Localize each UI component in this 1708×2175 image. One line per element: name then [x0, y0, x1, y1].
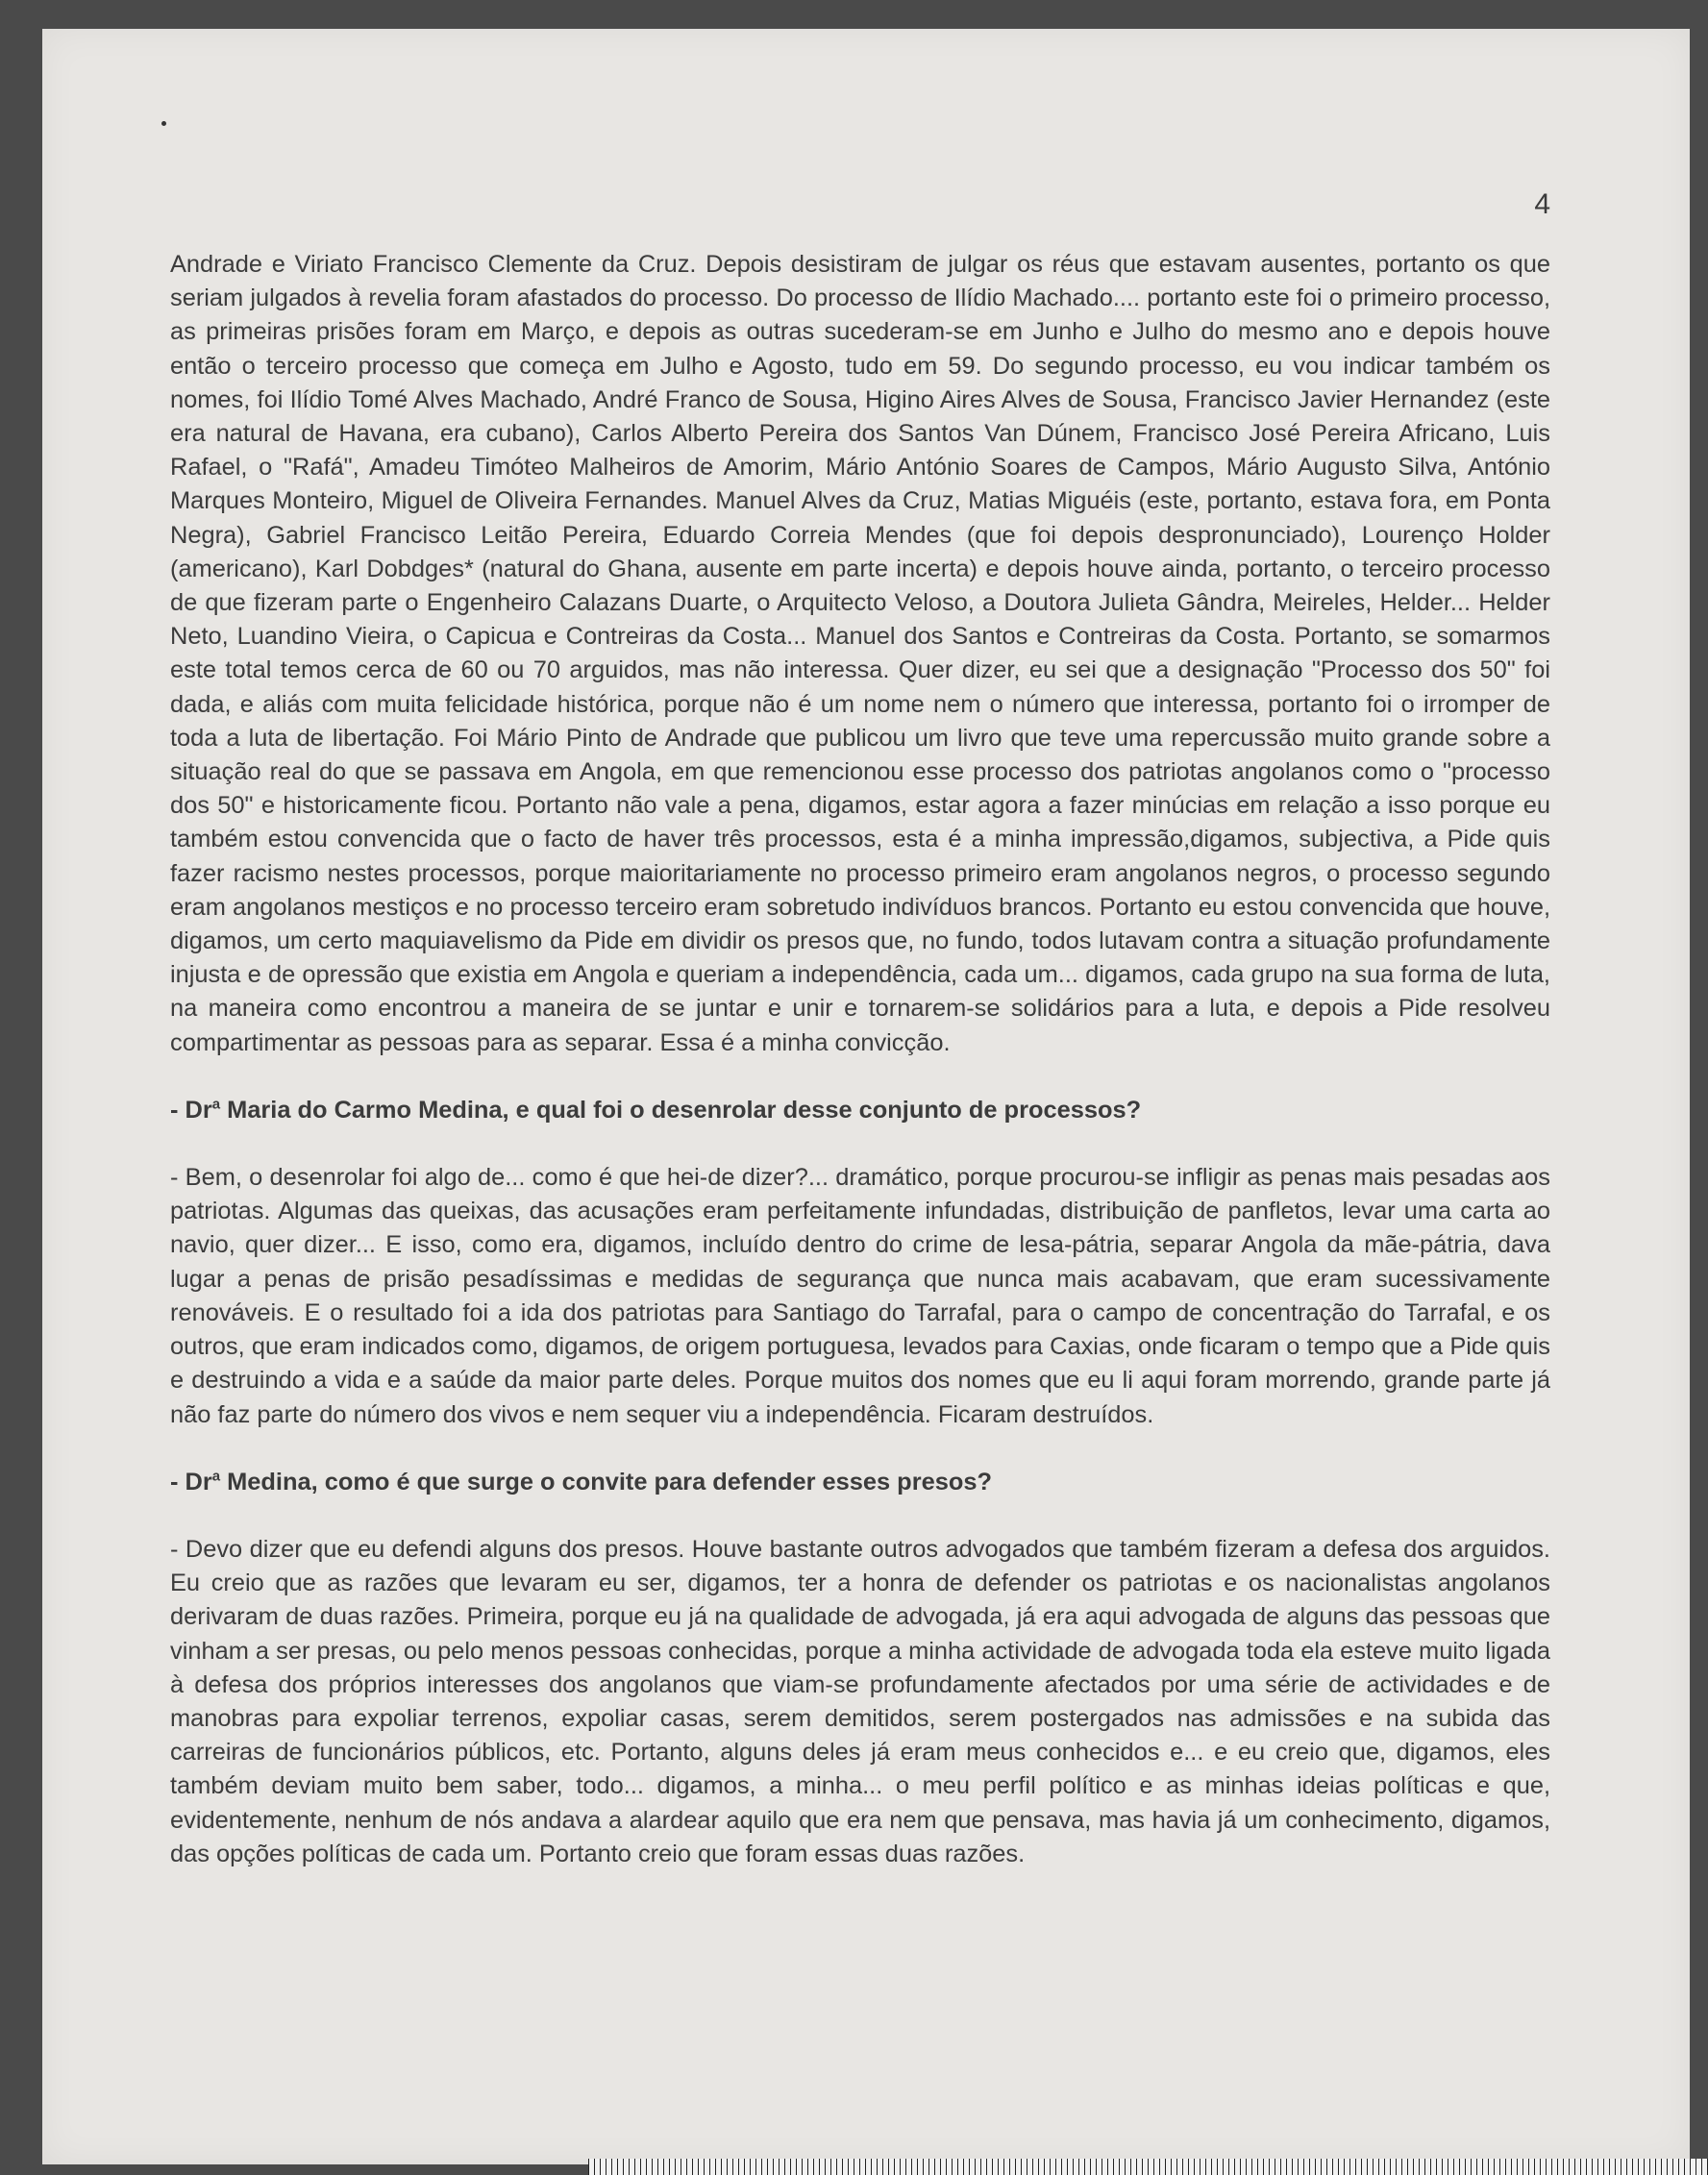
scan-ruler: [588, 2159, 1708, 2175]
question-1: - Dr$^a$ Maria do Carmo Medina, e qual foi o desenrolar desse conjunto de processos?: [170, 1096, 1142, 1124]
question-2: - Dr$^a$ Medina, como é que surge o convite para defender esses presos?: [170, 1468, 992, 1495]
answer-paragraph-2: - Bem, o desenrolar foi algo de... como é que hei-de dizer?... dramático, porque procurou-se infligir as penas mais pesadas aos patriotas. Algumas das queixas, das acusações eram perfeitamente infundadas, distribuição de panfletos, levar uma carta ao navio, quer dizer... E isso, como era, digamos, incluído dentro do crime de lesa-pátria, separar Angola da mãe-pátria, dava lugar a penas de prisão pesadíssimas e medidas de segurança que nunca mais acabavam, que eram sucessivamente renováveis. E o resultado foi a ida dos patriotas para Santiago do Tarrafal, para o campo de concentração do Tarrafal, e os outros, que eram indicados como, digamos, de origem portuguesa, levados para Caxias, onde ficaram o tempo que a Pide quis e destruindo a vida e a saúde da maior parte deles. Porque muitos dos nomes que eu li aqui foram morrendo, grande parte já não faz parte do número dos vivos e nem sequer viu a independência. Ficaram destruídos.: [170, 1164, 1550, 1428]
ink-dot: [161, 121, 166, 126]
answer-paragraph-3: - Devo dizer que eu defendi alguns dos presos. Houve bastante outros advogados que também fizeram a defesa dos arguidos. Eu creio que as razões que levaram eu ser, digamos, ter a honra de defender os patriotas e os nacionalistas angolanos derivaram de duas razões. Primeira, porque eu já na qualidade de advogada, já era aqui advogada de alguns das pessoas que vinham a ser presas, ou pelo menos pessoas conhecidas, porque a minha actividade de advogada toda ela esteve muito ligada à defesa dos próprios interesses dos angolanos que viam-se profundamente afectados por uma série de actividades e de manobras para expoliar terrenos, expoliar casas, serem demitidos, serem postergados nas admissões e na subida das carreiras de funcionários públicos, etc. Portanto, alguns deles já eram meus conhecidos e... e eu creio que, digamos, eles também deviam muito bem saber, todo... digamos, a minha... o meu perfil político e as minhas ideias políticas e que, evidentemente, nenhum de nós andava a alardear aquilo que era nem que pensava, mas havia já um conhecimento, digamos, das opções políticas de cada um. Portanto creio que foram essas duas razões.: [170, 1535, 1550, 1867]
document-body: [170, 248, 1550, 1871]
page-number: 4: [1534, 188, 1550, 220]
answer-paragraph-1: Andrade e Viriato Francisco Clemente da Cruz. Depois desistiram de julgar os réus que estavam ausentes, portanto os que seriam julgados à revelia foram afastados do processo. Do processo de Ilídio Machado.... portanto este foi o primeiro processo, as primeiras prisões foram em Março, e depois as outras sucederam-se em Junho e Julho do mesmo ano e depois houve então o terceiro processo que começa em Julho e Agosto, tudo em 59. Do segundo processo, eu vou indicar também os nomes, foi Ilídio Tomé Alves Machado, André Franco de Sousa, Higino Aires Alves de Sousa, Francisco Javier Hernandez (este era natural de Havana, era cubano), Carlos Alberto Pereira dos Santos Van Dúnem, Francisco José Pereira Africano, Luis Rafael, o "Rafá", Amadeu Timóteo Malheiros de Amorim, Mário António Soares de Campos, Mário Augusto Silva, António Marques Monteiro, Miguel de Oliveira Fernandes. Manuel Alves da Cruz, Matias Miguéis (este, portanto, estava fora, em Ponta Negra), Gabriel Francisco Leitão Pereira, Eduardo Correia Mendes (que foi depois despronunciado), Lourenço Holder (americano), Karl Dobdges* (natural do Ghana, ausente em parte incerta) e depois houve ainda, portanto, o terceiro processo de que fizeram parte o Engenheiro Calazans Duarte, o Arquitecto Veloso, a Doutora Julieta Gândra, Meireles, Helder... Helder Neto, Luandino Vieira, o Capicua e Contreiras da Costa... Manuel dos Santos e Contreiras da Costa. Portanto, se somarmos este total temos cerca de 60 ou 70 arguidos, mas não interessa. Quer dizer, eu sei que a designação "Processo dos 50" foi dada, e aliás com muita felicidade histórica, porque não é um nome nem o número que interessa, portanto foi o irromper de toda a luta de libertação. Foi Mário Pinto de Andrade que publicou um livro que teve uma repercussão muito grande sobre a situação real do que se passava em Angola, em que remencionou esse processo dos patriotas angolanos como o "processo dos 50" e historicamente ficou. Portanto não vale a pena, digamos, estar agora a fazer minúcias em relação a isso porque eu também estou convencida que o facto de haver três processos, esta é a minha impressão,digamos, subjectiva, a Pide quis fazer racismo nestes processos, porque maioritariamente no processo primeiro eram angolanos negros, o processo segundo eram angolanos mestiços e no processo terceiro eram sobretudo indivíduos brancos. Portanto eu estou convencida que houve, digamos, um certo maquiavelismo da Pide em dividir os presos que, no fundo, todos lutavam contra a situação profundamente injusta e de opressão que existia em Angola e queriam a independência, cada um... digamos, cada grupo na sua forma de luta, na maneira como encontrou a maneira de se juntar e unir e tornarem-se solidários para a luta, e depois a Pide resolveu compartimentar as pessoas para as separar. Essa é a minha convicção.: [170, 251, 1550, 1056]
